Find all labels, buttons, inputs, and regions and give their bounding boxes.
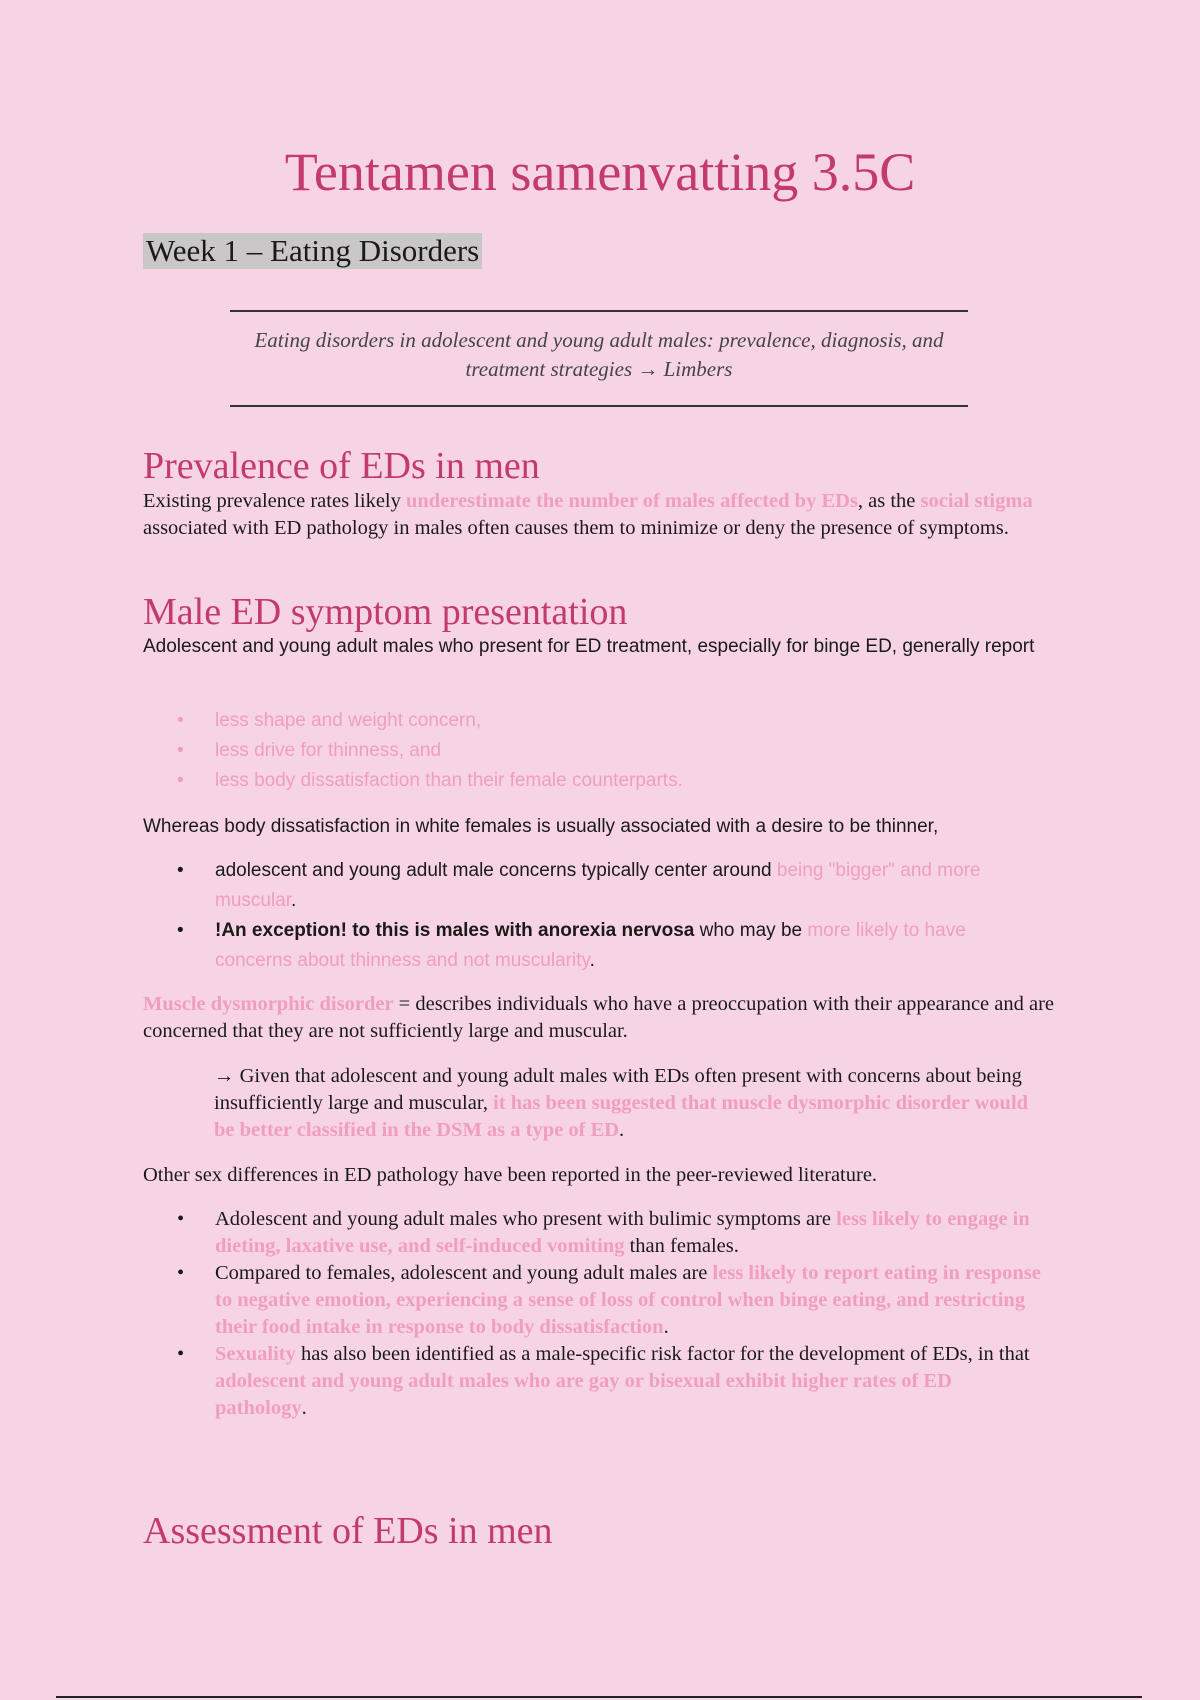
heading-prevalence: Prevalence of EDs in men [143,445,540,487]
whereas-paragraph: Whereas body dissatisfaction in white females is usually associated with a desire to be thinner, [143,816,939,837]
prevalence-paragraph: Existing prevalence rates likely underestimate the number of males affected by EDs, as the social stigma associated with ED pathology in males often causes them to minimize or deny the presence of symptoms. [143,490,1033,539]
list-item: • less shape and weight concern, [177,710,482,731]
page-bottom-rule [56,1696,1142,1698]
heading-presentation: Male ED symptom presentation [143,591,628,633]
list-item: • Adolescent and young adult males who present with bulimic symptoms are less likely to engage in dieting, laxative use, and self-induced vomiting than females. [177,1208,1030,1257]
presentation-intro: Adolescent and young adult males who present for ED treatment, especially for binge ED, generally report [143,636,1035,657]
list-item: • less body dissatisfaction than their female counterparts. [177,770,683,791]
list-item: • less drive for thinness, and [177,740,442,761]
source-line-1: Eating disorders in adolescent and young adult males: prevalence, diagnosis, and [254,328,944,352]
source-line-2: treatment strategies → Limbers [465,357,733,381]
sex-differences-list [143,1206,1043,1422]
concern-list [143,856,1043,976]
document-title: Tentamen samenvatting 3.5C [284,142,916,202]
arrow-note: → Given that adolescent and young adult males with EDs often present with concerns about being insufficiently large and muscular, it has been suggested that muscle dysmorphic disorder would be better classified in the DSM as a type of ED. [214,1065,1029,1141]
pink-bullet-list [143,706,1043,796]
source-reference [230,326,968,384]
divider-top [230,310,968,312]
muscle-dysmorphia-definition: Muscle dysmorphic disorder = describes individuals who have a preoccupation with their appearance and are concerned that they are not sufficiently large and muscular. [143,993,1055,1042]
week-label: Week 1 – Eating Disorders [143,233,482,269]
list-item: • adolescent and young adult male concerns typically center around being "bigger" and more muscular. [177,860,981,911]
list-item: • !An exception! to this is males with anorexia nervosa who may be more likely to have concerns about thinness and not muscularity. [177,920,966,971]
other-differences-paragraph: Other sex differences in ED pathology have been reported in the peer-reviewed literature. [143,1164,878,1186]
divider-bottom [230,405,968,407]
list-item: • Sexuality has also been identified as a male-specific risk factor for the development of EDs, in that adolescent and young adult males who are gay or bisexual exhibit higher rates of ED pathology. [177,1343,1030,1419]
heading-assessment: Assessment of EDs in men [143,1510,553,1552]
list-item: • Compared to females, adolescent and young adult males are less likely to report eating in response to negative emotion, experiencing a sense of loss of control when binge eating, and restricting their food intake in response to body dissatisfaction. [177,1262,1041,1338]
